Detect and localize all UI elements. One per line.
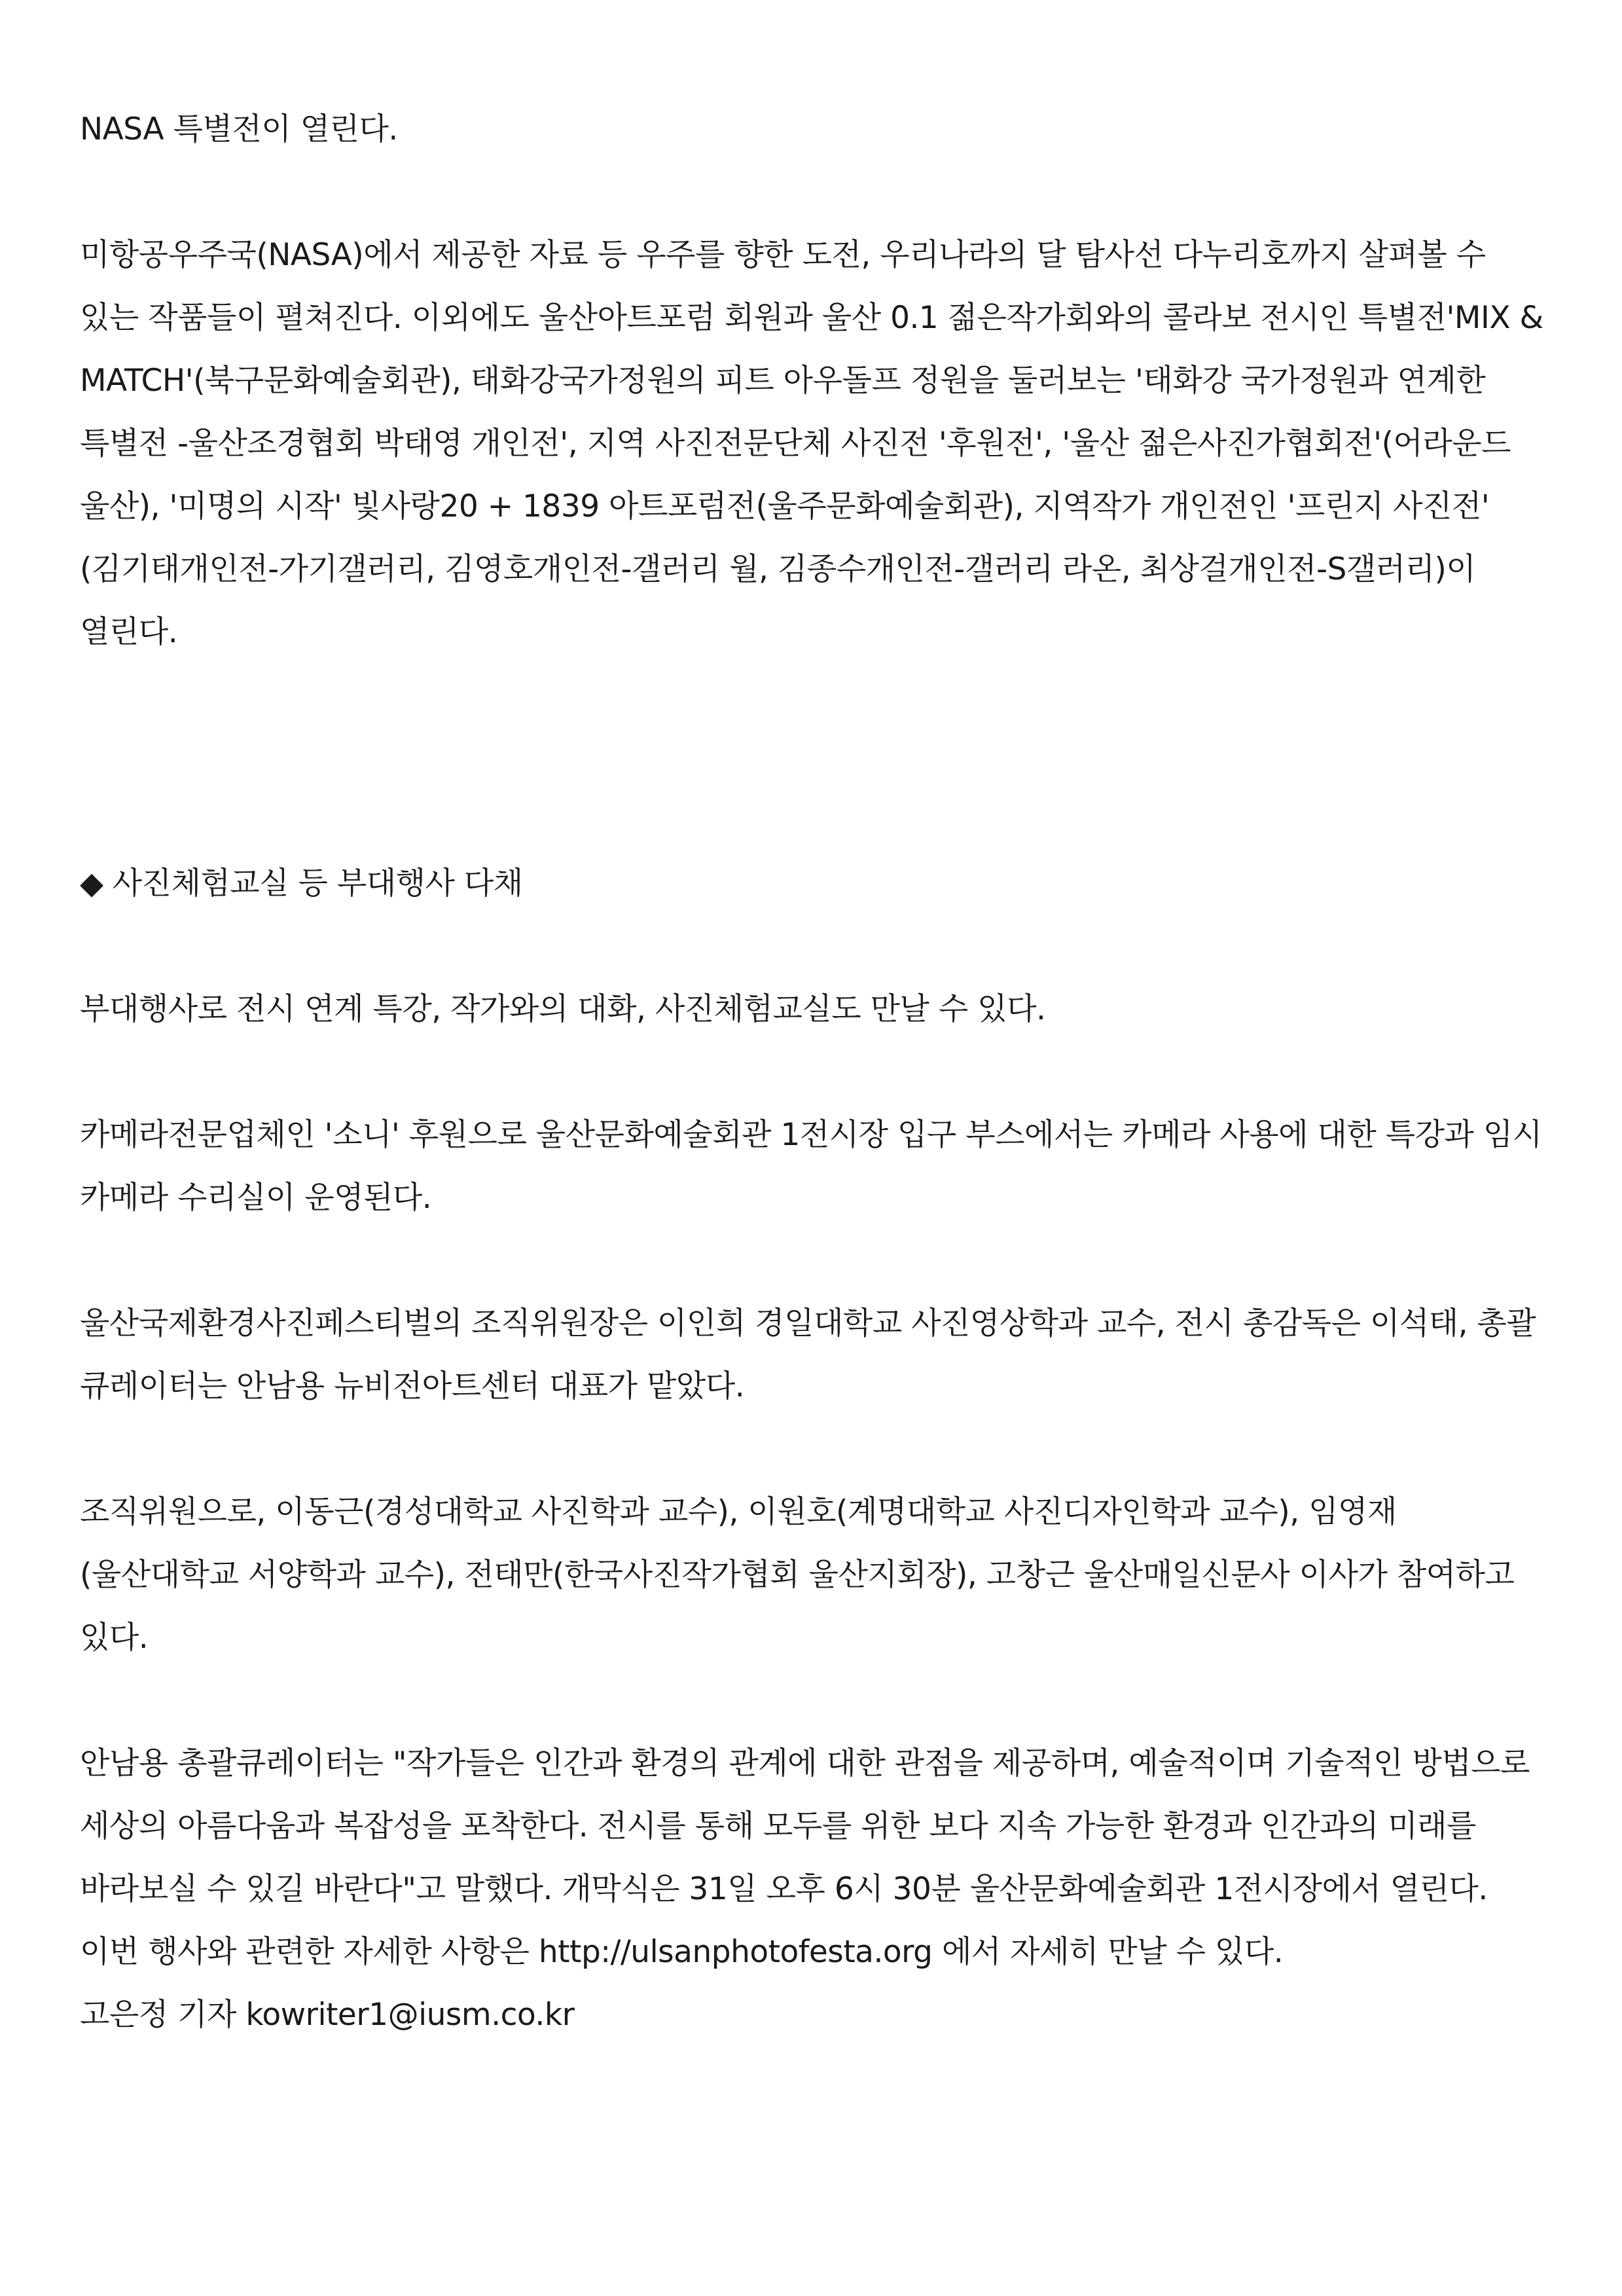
paragraph-exhibition-list: 미항공우주국(NASA)에서 제공한 자료 등 우주를 향한 도전, 우리나라의 달 탐사선 다누리호까지 살펴볼 수 있는 작품들이 펼쳐진다. 이외에도 울산아트포럼 회원과 울산 0.1 젊은작가회와의 콜라보 전시인 특별전'MIX & MATCH'(북구문화예술회관), 태화강국가정원의 피트 아우돌프 정원을 둘러보는 '태화강 국가정원과 연계한 특별전 -울산조경협회 박태영 개인전', 지역 사진전문단체 사진전 '후원전', '울산 젊은사진가협회전'(어라운드 울산), '미명의 시작' 빛사랑20 + 1839 아트포럼전(울주문화예술회관), 지역작가 개인전인 '프린지 사진전' (김기태개인전-가기갤러리, 김영호개인전-갤러리 월, 김종수개인전-갤러리 라온, 최상걸개인전-S갤러리)이 열린다. <box>80 237 1543 650</box>
section-heading <box>80 852 1553 915</box>
paragraph-side-events: 부대행사로 전시 연계 특강, 작가와의 대화, 사진체험교실도 만날 수 있다. <box>80 991 1046 1027</box>
byline: 고은정 기자 kowriter1@iusm.co.kr <box>80 1997 575 2033</box>
diamond-bullet-icon: ◆ <box>80 866 103 902</box>
paragraph-curator-quote: 안남용 총괄큐레이터는 "작가들은 인간과 환경의 관계에 대한 관점을 제공하며, 예술적이며 기술적인 방법으로 세상의 아름다움과 복잡성을 포착한다. 전시를 통해 모두를 위한 보다 지속 가능한 환경과 인간과의 미래를 바라보실 수 있길 바란다"고 말했다. 개막식은 31일 오후 6시 30분 울산문화예술회관 1전시장에서 열린다. 이번 행사와 관련한 자세한 사항은 http://ulsanphotofesta.org 에서 자세히 만날 수 있다. <box>80 1745 1530 1970</box>
article-body <box>80 98 1553 2047</box>
paragraph-nasa-exhibition: NASA 특별전이 열린다. <box>80 111 398 147</box>
paragraph-sony-booth: 카메라전문업체인 '소니' 후원으로 울산문화예술회관 1전시장 입구 부스에서는 카메라 사용에 대한 특강과 임시 카메라 수리실이 운영된다. <box>80 1117 1542 1216</box>
paragraph-committee: 조직위원으로, 이동근(경성대학교 사진학과 교수), 이원호(계명대학교 사진디자인학과 교수), 임영재(울산대학교 서양학과 교수), 전태만(한국사진작가협회 울산지회장), 고창근 울산매일신문사 이사가 참여하고 있다. <box>80 1494 1515 1656</box>
paragraph-organizers: 울산국제환경사진페스티벌의 조직위원장은 이인희 경일대학교 사진영상학과 교수, 전시 총감독은 이석태, 총괄 큐레이터는 안남용 뉴비전아트센터 대표가 맡았다. <box>80 1305 1536 1404</box>
section-heading-text: 사진체험교실 등 부대행사 다채 <box>112 866 523 902</box>
